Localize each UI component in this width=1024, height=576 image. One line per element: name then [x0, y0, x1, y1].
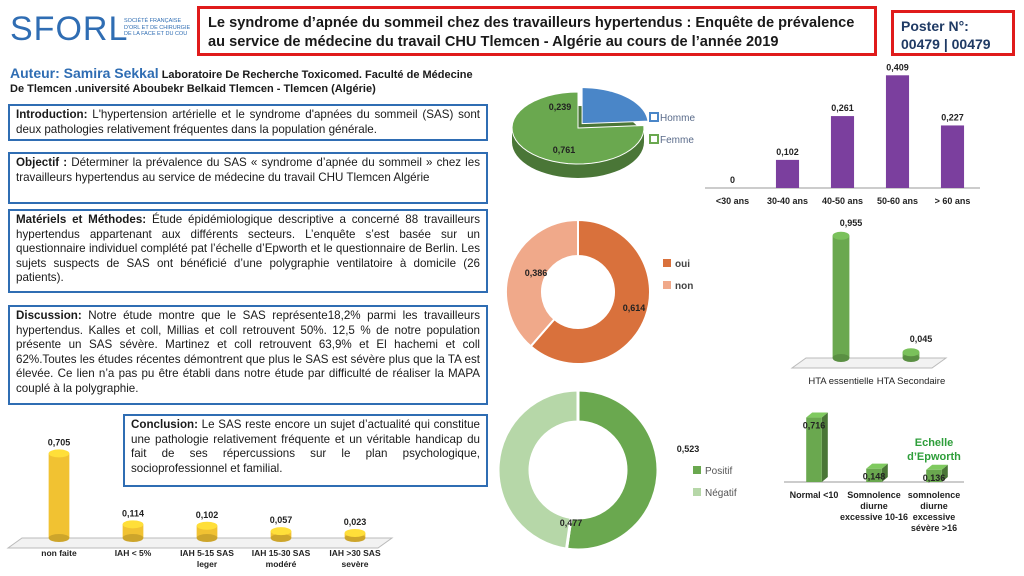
- chart-epworth: [784, 413, 964, 533]
- category-label: diurne: [860, 501, 888, 511]
- bar-data-label: 0: [729, 175, 736, 185]
- bar-top: [197, 522, 218, 530]
- chart-sexe: [512, 88, 695, 178]
- epworth-title: Echelle: [914, 437, 954, 449]
- poster-number-label: Poster N°:: [901, 18, 969, 34]
- legend-label: Homme: [660, 113, 696, 124]
- donut-data-label: 0,523: [676, 444, 700, 454]
- category-label: non faite: [41, 548, 77, 558]
- chart-hta: [792, 218, 946, 387]
- donut-data-label: 0,614: [622, 303, 646, 313]
- chart-floor: [792, 358, 946, 368]
- introduction-heading: Introduction:: [16, 108, 88, 121]
- donut-data-label: 0,477: [559, 518, 583, 528]
- discussion-text: Notre étude montre que le SAS représente18,2% parmi les travailleurs hypertendus. Kalles et coll, Millias et coll retrouvent 50%. 12,5 % de notre population présente un SAS sévère. Martinez et coll retrouvent 63,9% et El hachemi et coll 62%.Toutes les études récentes démontrent que plus le SAS est sévère plus que la TA est élevée. Ce lien n’a pas pu être établi dans notre étude par difficulté de réaliser la MAPA couplé à la polygraphie.: [16, 309, 480, 395]
- bar-data-label: 0,102: [195, 509, 219, 520]
- category-label: > 60 ans: [934, 196, 971, 206]
- epworth-title: d’Epworth: [907, 451, 961, 463]
- legend-label: non: [675, 281, 694, 292]
- category-label: IAH 15-30 SAS: [251, 548, 311, 558]
- category-label: IAH 5-15 SAS: [180, 548, 234, 558]
- bar-data-label: 0,023: [343, 517, 367, 527]
- legend-label: Négatif: [705, 488, 737, 499]
- legend-swatch: [650, 113, 658, 121]
- chart-iah: [8, 437, 392, 569]
- category-label: leger: [196, 559, 218, 569]
- bar-base: [197, 534, 218, 542]
- bar: [833, 236, 850, 358]
- bar-data-label: 0,057: [269, 515, 293, 526]
- category-label: 50-60 ans: [876, 196, 919, 206]
- category-label: modéré: [265, 559, 297, 569]
- bar-top: [345, 529, 366, 537]
- bar-top: [49, 449, 70, 457]
- discussion-heading: Discussion:: [16, 309, 82, 322]
- bar-base: [49, 534, 70, 542]
- category-label: Somnolence: [847, 490, 901, 500]
- legend-swatch: [650, 135, 658, 143]
- bar-data-label: 0,409: [886, 62, 909, 73]
- bar-data-label: 0,045: [909, 334, 933, 345]
- legend-swatch: [693, 488, 701, 496]
- logo-name: SFORL: [10, 10, 129, 48]
- category-label: excessive: [912, 512, 956, 522]
- bar-base: [123, 534, 144, 542]
- author-name: Auteur: Samira Sekkal: [10, 65, 159, 81]
- bar-data-label: 0,261: [831, 103, 854, 114]
- pie-slice-homme: [582, 88, 648, 124]
- bar-data-label: 0,227: [941, 112, 964, 123]
- legend-swatch: [663, 259, 671, 267]
- author-affiliation: Laboratoire De Recherche Toxicomed. Faculté de Médecine De Tlemcen .université Aboubekr Belkaid Tlemcen - Tlemcen (Algérie): [10, 69, 473, 95]
- category-label: sevère: [341, 559, 369, 569]
- poster-number: 00479 | 00479: [901, 36, 991, 52]
- logo-sub-line: DE LA FACE ET DU COU: [124, 31, 188, 37]
- bar: [831, 116, 854, 188]
- bar: [49, 453, 70, 538]
- bar: [776, 160, 799, 188]
- chart-age: [705, 62, 980, 206]
- bar-data-label: 0,148: [862, 471, 886, 482]
- pie-data-label: 0,239: [548, 102, 572, 112]
- methodes-text: Étude épidémiologique descriptive a concerné 88 travailleurs hypertendus appartenant aux différents secteurs. L’enquête s’est basée sur un questionnaire individuel complété pat l’échelle d’Epworth et le questionnaire de Berlin. Les sujets suspects de SAS ont bénéficié d’une polygraphie ventilatoire à domicile (26 patients).: [16, 213, 481, 285]
- legend-swatch: [693, 466, 701, 474]
- category-label: HTA Secondaire: [876, 376, 946, 387]
- legend-swatch: [663, 281, 671, 289]
- pie-data-label: 0,761: [552, 145, 576, 155]
- conclusion-heading: Conclusion:: [131, 418, 198, 431]
- logo-sub-line: SOCIÉTÉ FRANÇAISE: [124, 18, 182, 24]
- bar-data-label: 0,705: [47, 437, 71, 448]
- bar-top: [271, 527, 292, 535]
- category-label: IAH >30 SAS: [329, 548, 381, 558]
- objectif-heading: Objectif :: [16, 156, 68, 169]
- bar-top: [833, 232, 850, 240]
- bar-data-label: 0,136: [922, 472, 946, 483]
- bar: [941, 125, 964, 188]
- bar-data-label: 0,114: [121, 508, 145, 519]
- bar: [886, 75, 909, 188]
- bar-data-label: 0,716: [802, 420, 826, 431]
- category-label: HTA essentielle: [808, 376, 874, 387]
- methodes-heading: Matériels et Méthodes:: [16, 213, 147, 226]
- category-label: diurne: [920, 501, 948, 511]
- legend-label: Femme: [660, 135, 694, 146]
- category-label: 30-40 ans: [766, 196, 809, 206]
- chart-polygraphie: [498, 390, 737, 550]
- category-label: 40-50 ans: [821, 196, 864, 206]
- bar-data-label: 0,955: [839, 217, 863, 228]
- legend-label: oui: [675, 259, 690, 270]
- bar-base: [271, 534, 292, 542]
- bar-data-label: 0,102: [776, 146, 799, 157]
- category-label: IAH < 5%: [114, 548, 152, 558]
- donut-data-label: 0,386: [524, 268, 548, 278]
- chart-berlin: [506, 220, 693, 364]
- poster-title: Le syndrome d’apnée du sommeil chez des travailleurs hypertendus : Enquête de prévalence au service de médecine du travail CHU Tlemcen - Algérie au cours de l’année 2019: [197, 6, 877, 56]
- bar-top: [903, 348, 920, 356]
- logo-sub-line: D'ORL ET DE CHIRURGIE: [124, 24, 191, 31]
- category-label: Normal <10: [789, 490, 839, 500]
- conclusion-text: Le SAS reste encore un sujet d’actualité qui constitue une pathologie relativement fréquente et un véritable handicap du fait de ses répercussions sur le plan psychologique, socioprofessionnel et familial.: [131, 418, 480, 475]
- legend-label: Positif: [705, 466, 733, 477]
- category-label: somnolence: [907, 490, 961, 500]
- bar-base: [833, 354, 850, 362]
- bar-top: [123, 520, 144, 528]
- objectif-text: Déterminer la prévalence du SAS « syndrome d’apnée du sommeil » chez les travailleurs hypertendus au service de médecine du travail CHU Tlemcen Algérie: [16, 156, 480, 184]
- category-label: <30 ans: [715, 196, 750, 206]
- category-label: excessive 10-16: [839, 512, 909, 522]
- category-label: sévère >16: [910, 523, 958, 533]
- introduction-text: L'hypertension artérielle et le syndrome d'apnées du sommeil (SAS) sont deux pathologies relativement fréquentes dans la population générale.: [16, 108, 480, 136]
